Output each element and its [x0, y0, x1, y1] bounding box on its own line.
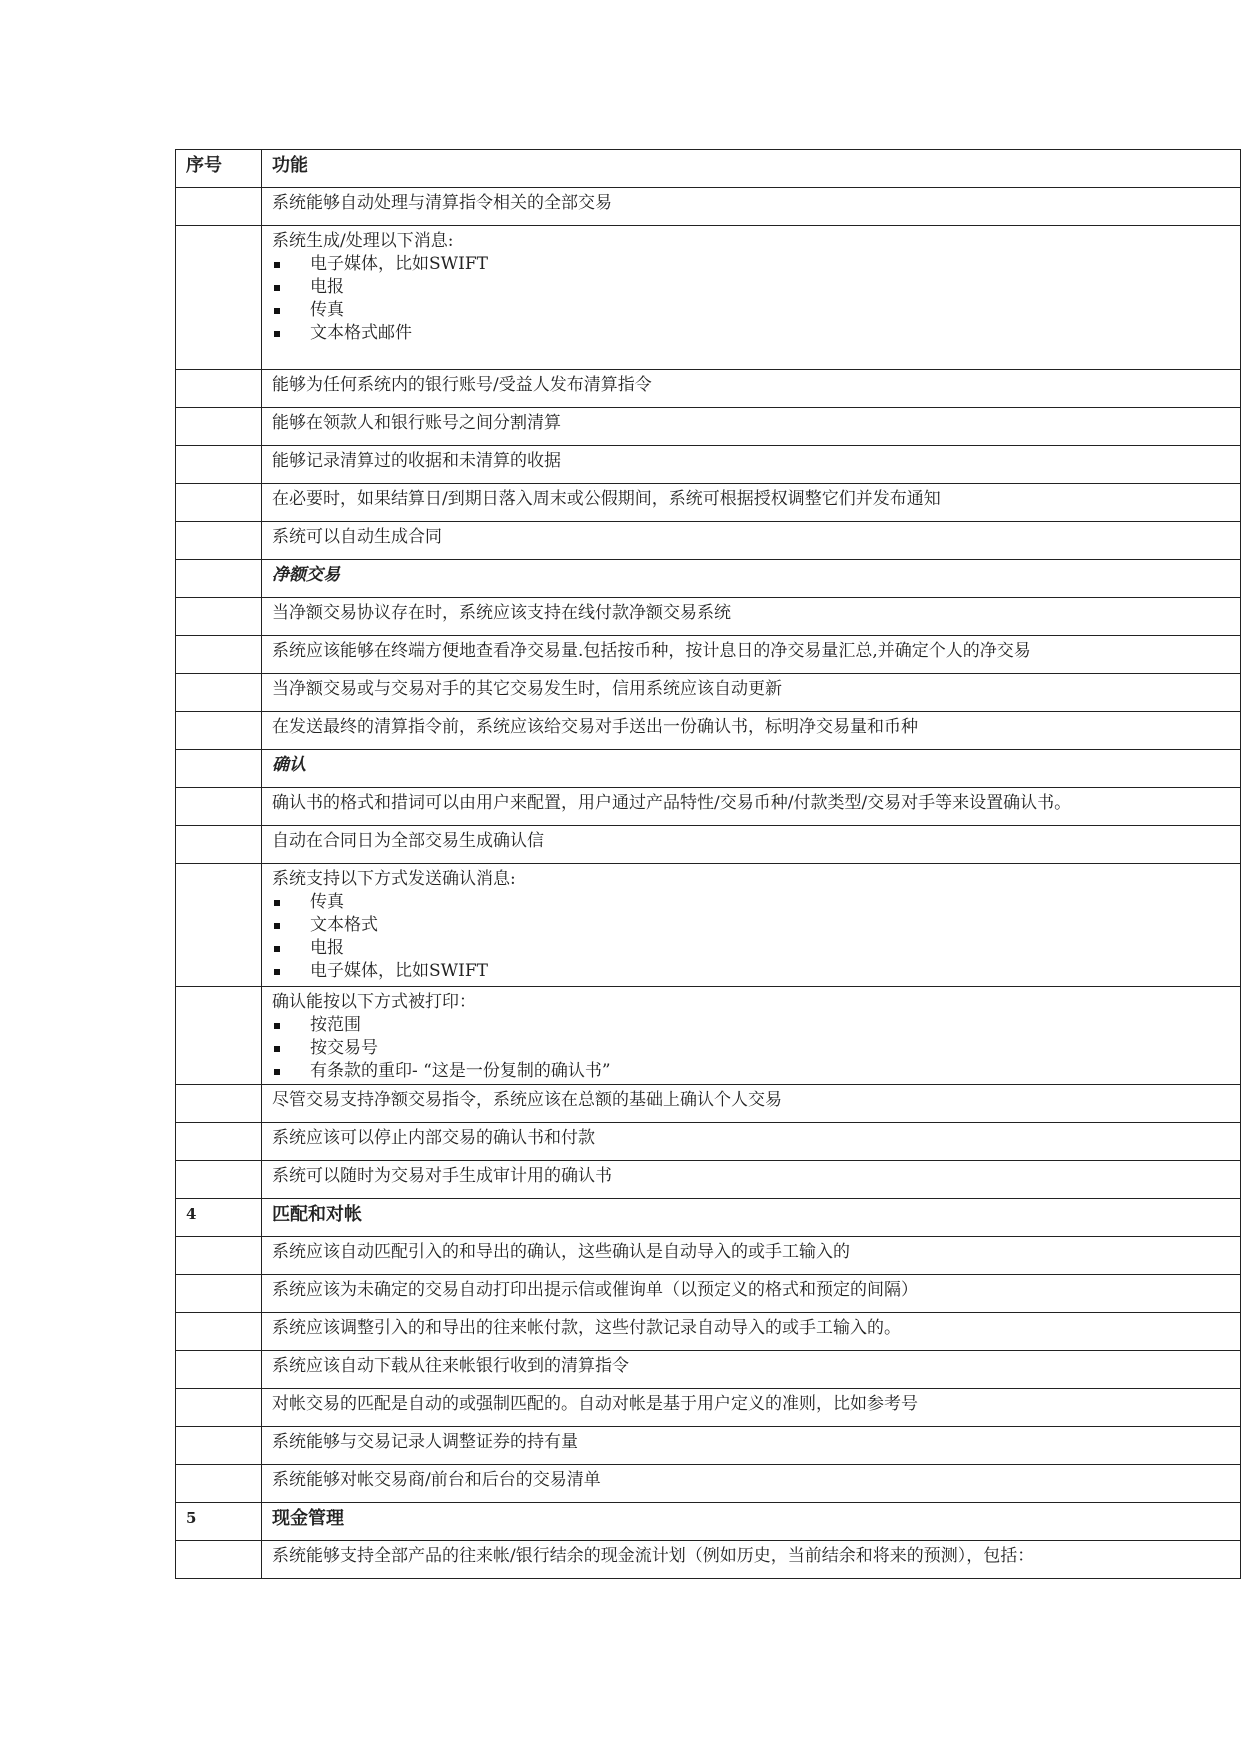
row-number — [176, 674, 262, 712]
row-function — [262, 522, 1241, 560]
header-function: 功能 — [262, 150, 1241, 188]
row-function — [262, 1313, 1241, 1351]
table-row — [176, 1275, 1241, 1313]
function-text: 现金管理 — [272, 1508, 344, 1529]
bullet-item: 电报 — [272, 937, 1230, 960]
row-number — [176, 987, 262, 1085]
function-text: 系统可以自动生成合同 — [272, 527, 442, 547]
row-number — [176, 226, 262, 370]
row-function — [262, 864, 1241, 987]
row-function — [262, 1123, 1241, 1161]
row-number — [176, 1465, 262, 1503]
table-row — [176, 788, 1241, 826]
table-row — [176, 188, 1241, 226]
row-function — [262, 408, 1241, 446]
bullet-list — [272, 253, 1230, 345]
row-number — [176, 484, 262, 522]
bullet-item: 电子媒体，比如SWIFT — [272, 960, 1230, 983]
row-number: 4 — [176, 1199, 262, 1237]
row-function — [262, 446, 1241, 484]
row-number — [176, 826, 262, 864]
row-number — [176, 370, 262, 408]
row-function — [262, 987, 1241, 1085]
row-number — [176, 750, 262, 788]
function-text: 系统应该为未确定的交易自动打印出提示信或催询单（以预定义的格式和预定的间隔） — [272, 1280, 918, 1300]
row-function — [262, 1427, 1241, 1465]
bullet-item: 文本格式 — [272, 914, 1230, 937]
row-function — [262, 188, 1241, 226]
function-text: 系统生成/处理以下消息: — [272, 231, 454, 251]
function-text: 系统能够支持全部产品的往来帐/银行结余的现金流计划（例如历史，当前结余和将来的预测），包括： — [272, 1546, 1035, 1566]
function-text: 自动在合同日为全部交易生成确认信 — [272, 831, 544, 851]
bullet-list — [272, 1014, 1230, 1083]
row-function — [262, 788, 1241, 826]
function-text: 净额交易 — [272, 565, 340, 585]
row-number — [176, 598, 262, 636]
row-number — [176, 1085, 262, 1123]
row-function — [262, 1275, 1241, 1313]
function-text: 确认能按以下方式被打印： — [272, 992, 476, 1012]
requirements-table — [175, 149, 1241, 1579]
row-number — [176, 408, 262, 446]
table-row — [176, 987, 1241, 1085]
function-text: 系统能够对帐交易商/前台和后台的交易清单 — [272, 1470, 601, 1490]
bullet-item: 按交易号 — [272, 1037, 1230, 1060]
bullet-item: 电报 — [272, 276, 1230, 299]
row-number — [176, 522, 262, 560]
function-text: 在发送最终的清算指令前，系统应该给交易对手送出一份确认书，标明净交易量和币种 — [272, 717, 918, 737]
row-number — [176, 560, 262, 598]
function-text: 能够为任何系统内的银行账号/受益人发布清算指令 — [272, 375, 652, 395]
row-number — [176, 1313, 262, 1351]
row-number — [176, 864, 262, 987]
row-function — [262, 826, 1241, 864]
function-text: 对帐交易的匹配是自动的或强制匹配的。自动对帐是基于用户定义的准则，比如参考号 — [272, 1394, 918, 1414]
row-function — [262, 598, 1241, 636]
table-header-row — [176, 150, 1241, 188]
table-row — [176, 674, 1241, 712]
row-number — [176, 1237, 262, 1275]
row-function — [262, 1085, 1241, 1123]
function-text: 系统应该能够在终端方便地查看净交易量.包括按币种，按计息日的净交易量汇总,并确定个人的净交易 — [272, 641, 1031, 661]
row-function — [262, 1161, 1241, 1199]
row-function — [262, 750, 1241, 788]
table-row — [176, 1085, 1241, 1123]
row-number — [176, 1427, 262, 1465]
row-number — [176, 188, 262, 226]
table-row — [176, 484, 1241, 522]
function-text: 在必要时，如果结算日/到期日落入周末或公假期间，系统可根据授权调整它们并发布通知 — [272, 489, 941, 509]
row-number — [176, 788, 262, 826]
row-function — [262, 226, 1241, 370]
row-function — [262, 560, 1241, 598]
bullet-item: 文本格式邮件 — [272, 322, 1230, 345]
bullet-item: 按范围 — [272, 1014, 1230, 1037]
function-text: 当净额交易协议存在时，系统应该支持在线付款净额交易系统 — [272, 603, 731, 623]
row-number: 5 — [176, 1503, 262, 1541]
row-function — [262, 1199, 1241, 1237]
row-function — [262, 1465, 1241, 1503]
table-row — [176, 1351, 1241, 1389]
bullet-item: 电子媒体，比如SWIFT — [272, 253, 1230, 276]
function-text: 系统可以随时为交易对手生成审计用的确认书 — [272, 1166, 612, 1186]
function-text: 匹配和对帐 — [272, 1204, 362, 1225]
row-function — [262, 370, 1241, 408]
function-text: 能够记录清算过的收据和未清算的收据 — [272, 451, 561, 471]
table-row — [176, 1237, 1241, 1275]
table-row — [176, 598, 1241, 636]
table-body — [176, 150, 1241, 1579]
table-row — [176, 864, 1241, 987]
row-number — [176, 446, 262, 484]
row-number — [176, 712, 262, 750]
table-row — [176, 1161, 1241, 1199]
section-row — [176, 1503, 1241, 1541]
row-number — [176, 1275, 262, 1313]
row-number — [176, 1389, 262, 1427]
row-number — [176, 1541, 262, 1579]
row-function — [262, 1389, 1241, 1427]
header-number: 序号 — [176, 150, 262, 188]
function-text: 系统应该调整引入的和导出的往来帐付款，这些付款记录自动导入的或手工输入的。 — [272, 1318, 901, 1338]
subsection-row — [176, 750, 1241, 788]
function-text: 确认 — [272, 755, 306, 775]
row-function — [262, 1503, 1241, 1541]
table-row — [176, 636, 1241, 674]
table-row — [176, 1313, 1241, 1351]
bullet-item: 传真 — [272, 299, 1230, 322]
row-function — [262, 484, 1241, 522]
table-row — [176, 1465, 1241, 1503]
function-text: 确认书的格式和措词可以由用户来配置，用户通过产品特性/交易币种/付款类型/交易对手等来设置确认书。 — [272, 793, 1072, 813]
function-text: 系统应该自动匹配引入的和导出的确认，这些确认是自动导入的或手工输入的 — [272, 1242, 850, 1262]
function-text: 能够在领款人和银行账号之间分割清算 — [272, 413, 561, 433]
table-row — [176, 522, 1241, 560]
function-text: 系统应该自动下载从往来帐银行收到的清算指令 — [272, 1356, 629, 1376]
table-row — [176, 1123, 1241, 1161]
row-number — [176, 1161, 262, 1199]
function-text: 系统应该可以停止内部交易的确认书和付款 — [272, 1128, 595, 1148]
function-text: 系统能够自动处理与清算指令相关的全部交易 — [272, 193, 612, 213]
table-row — [176, 712, 1241, 750]
bullet-list — [272, 891, 1230, 983]
function-text: 当净额交易或与交易对手的其它交易发生时，信用系统应该自动更新 — [272, 679, 782, 699]
table-row — [176, 1389, 1241, 1427]
row-function — [262, 1541, 1241, 1579]
row-function — [262, 636, 1241, 674]
row-function — [262, 712, 1241, 750]
table-row — [176, 408, 1241, 446]
row-function — [262, 1237, 1241, 1275]
row-number — [176, 1351, 262, 1389]
section-row — [176, 1199, 1241, 1237]
function-text: 系统支持以下方式发送确认消息: — [272, 869, 516, 889]
table-row — [176, 446, 1241, 484]
table-row — [176, 370, 1241, 408]
function-text: 系统能够与交易记录人调整证券的持有量 — [272, 1432, 578, 1452]
row-function — [262, 674, 1241, 712]
row-number — [176, 1123, 262, 1161]
table-row — [176, 226, 1241, 370]
bullet-item: 有条款的重印- “这是一份复制的确认书” — [272, 1060, 1230, 1083]
table-row — [176, 1427, 1241, 1465]
table-row — [176, 1541, 1241, 1579]
function-text: 尽管交易支持净额交易指令，系统应该在总额的基础上确认个人交易 — [272, 1090, 782, 1110]
bullet-item: 传真 — [272, 891, 1230, 914]
table-row — [176, 826, 1241, 864]
subsection-row — [176, 560, 1241, 598]
row-number — [176, 636, 262, 674]
row-function — [262, 1351, 1241, 1389]
